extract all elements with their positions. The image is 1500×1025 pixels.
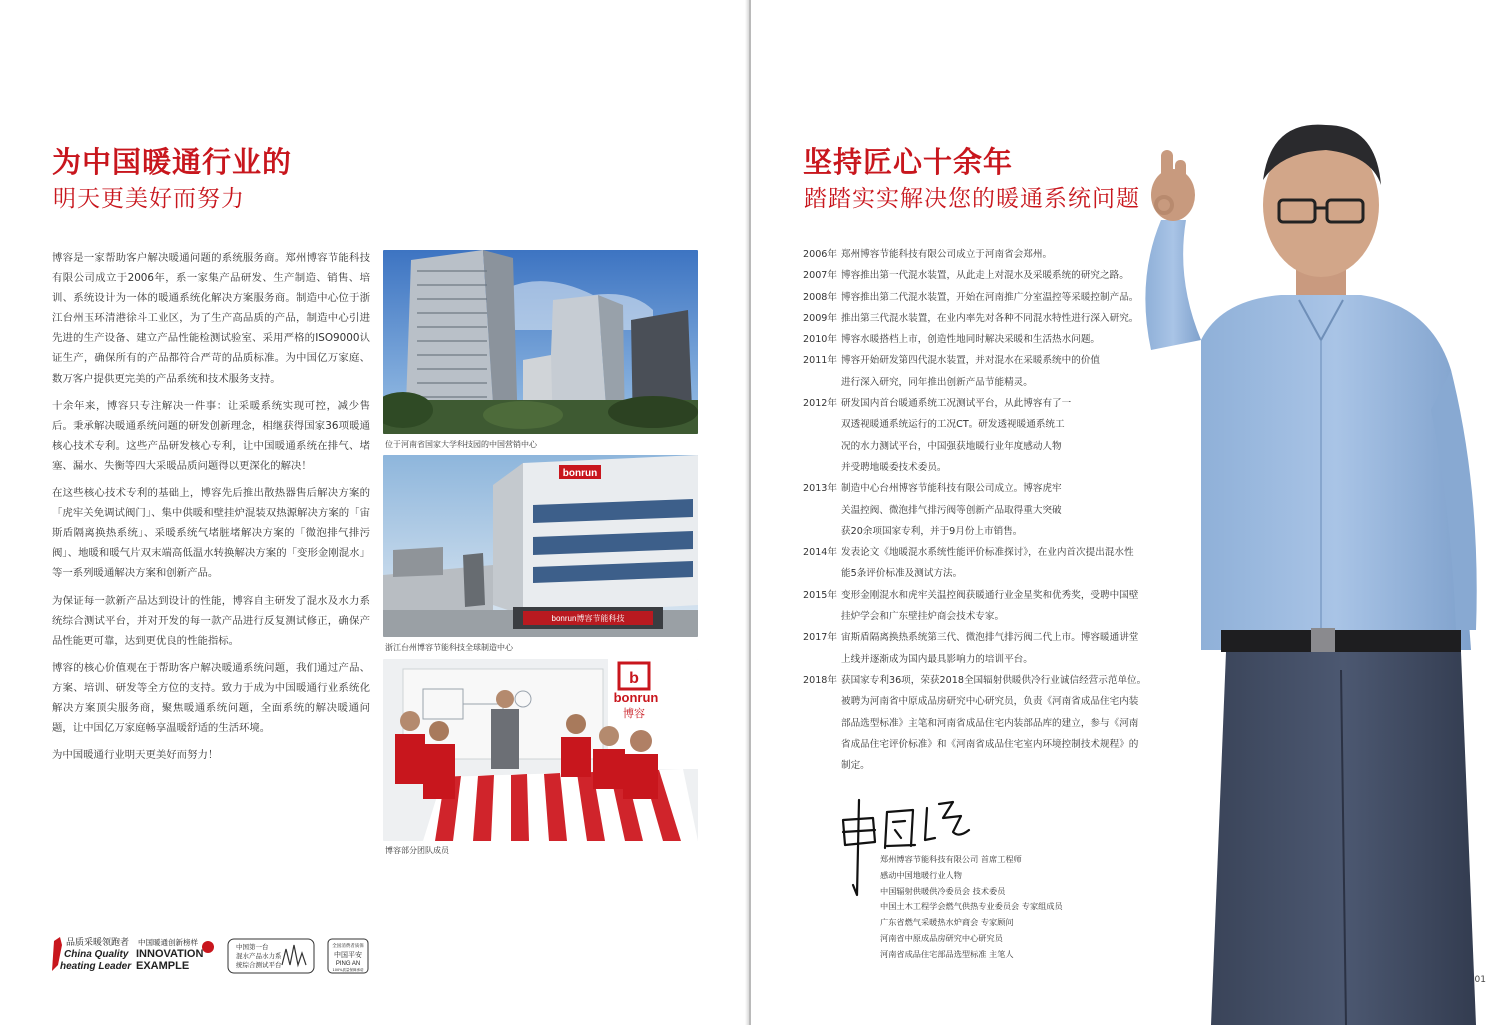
engineer-title: 河南省成品住宅部品选型标准 主笔人 [880,948,1014,959]
timeline-text: 博容开始研发第四代混水装置，并对混水在采暖系统中的价值 [841,355,1101,367]
timeline-year: 2008年 [803,291,838,303]
test-platform-logo [228,939,314,973]
svg-text:中国暖通创新榜样: 中国暖通创新榜样 [138,938,198,947]
timeline-text: 被聘为河南省中原成品房研究中心研究员，负责《河南省成品住宅内装 [841,696,1139,708]
manufacturing-center-image [383,455,698,637]
engineer-title: 河南省中原成品房研究中心研究员 [880,932,1003,943]
timeline-text: 上线并逐渐成为国内最具影响力的培训平台。 [841,653,1033,665]
timeline-text: 关温控阀、微泡排气排污阀等创新产品取得重大突破 [841,504,1062,516]
timeline-entry [803,350,1173,393]
svg-text:EXAMPLE: EXAMPLE [136,960,190,972]
timeline-text: 双透视暖通系统运行的工况CT。研发透视暖通系统工 [841,419,1065,431]
pingan-logo [328,939,368,973]
timeline-entry [803,287,1173,308]
quality-leader-logo [52,936,132,972]
timeline-year: 2014年 [803,547,838,559]
right-heading-line2: 踏踏实实解决您的暖通系统问题 [804,186,1140,212]
bonrun-wall-cn: 博容 [623,707,645,720]
timeline-text: 郑州博容节能科技有限公司成立于河南省会郑州。 [841,249,1053,260]
timeline-year: 2018年 [803,674,838,686]
svg-text:中国平安: 中国平安 [334,951,362,959]
left-page [0,0,749,1025]
timeline-year: 2011年 [803,355,838,367]
right-heading-line1: 坚持匠心十余年 [803,145,1014,179]
timeline-entry [803,265,1173,286]
award-logos [50,935,390,977]
svg-text:INNOVATION: INNOVATION [136,948,204,960]
intro-paragraph: 博容的核心价值观在于帮助客户解决暖通系统问题，我们通过产品、方案、培训、研发等全方位的支持。致力于成为中国暖通行业系统化解决方案顶尖服务商，聚焦暖通系统问题，全面系统的解决暖通问题，让中国亿万家庭畅享温暖舒适的生活环境。 [52,661,370,735]
engineer-title: 广东省燃气采暖热水炉商会 专家顾问 [880,917,1014,928]
timeline-year: 2017年 [803,632,838,644]
svg-text:品质采暖领跑者: 品质采暖领跑者 [66,938,130,948]
right-page [751,0,1500,1025]
engineer-title: 郑州博容节能科技有限公司 首席工程师 [880,854,1022,864]
timeline-entry [803,393,1173,478]
marketing-center-caption: 位于河南省国家大学科技园的中国营销中心 [385,440,537,449]
timeline-entry [803,627,1173,670]
svg-text:中国第一台: 中国第一台 [236,943,269,951]
engineer-title: 中国辐射供暖供冷委员会 技术委员 [880,885,1006,896]
timeline-year: 2013年 [803,483,838,495]
timeline-text: 变形金刚混水和虎牢关温控阀获暖通行业金星奖和优秀奖，受聘中国壁 [841,589,1139,601]
intro-paragraph: 十余年来，博容只专注解决一件事：让采暖系统实现可控，减少售后。秉承解决暖通系统问题的研发创新理念，相继获得国家36项暖通核心技术专利。这些产品研发核心专利，让中国暖通系统在排气、堵塞、漏水、失衡等四大采暖品质问题得以更深化的解决！ [52,399,370,472]
timeline-entry [803,542,1173,585]
intro-paragraph: 为中国暖通行业明天更美好而努力！ [52,749,219,762]
bonrun-logo-letter: b [629,670,639,687]
timeline-text: 研发国内首台暖通系统工况测试平台，从此博容有了一 [841,398,1072,410]
timeline-text: 能5条评价标准及测试方法。 [841,568,963,580]
left-heading-line2: 明天更美好而努力 [53,186,245,212]
svg-text:混水产品水力系: 混水产品水力系 [236,952,282,960]
timeline-text: 进行深入研究，同年推出创新产品节能精灵。 [841,376,1033,388]
engineer-portrait [1131,110,1500,1025]
timeline-text: 博容推出第二代混水装置，开始在河南推广分室温控等采暖控制产品。 [841,291,1139,303]
marketing-center-image [383,250,698,434]
timeline-year: 2007年 [803,270,838,282]
innovation-example-logo [136,937,214,972]
timeline-text: 博容推出第一代混水装置，从此走上对混水及采暖系统的研究之路。 [841,270,1129,282]
timeline-year: 2006年 [803,249,838,260]
team-caption: 博容部分团队成员 [385,846,449,855]
timeline-text: 省成品住宅评价标准》和《河南省成品住宅室内环境控制技术规程》的 [841,738,1139,750]
timeline-entry [803,308,1173,329]
team-image [383,659,698,841]
manufacturing-center-photo [383,455,698,637]
timeline-text: 制造中心台州博容节能科技有限公司成立。博容虎牢 [841,483,1062,495]
timeline-text: 宙斯盾隔离换热系统第三代、微泡排气排污阀二代上市。博容暖通讲堂 [841,632,1139,644]
marketing-center-photo [383,250,698,434]
svg-text:100%质量保障承诺: 100%质量保障承诺 [332,968,364,972]
engineer-title: 中国土木工程学会燃气供热专业委员会 专家组成员 [880,901,1063,912]
bonrun-wall-wordmark: bonrun [613,690,659,705]
timeline-text: 获20余项国家专利，并于9月份上市销售。 [841,525,1023,537]
timeline-entry [803,244,1173,265]
team-photo [383,659,698,841]
timeline-year: 2015年 [803,589,838,601]
engineer-title: 感动中国地暖行业人物 [880,869,962,880]
company-timeline [803,244,1173,776]
bonrun-wall-text: bonrun博容节能科技 [551,614,625,623]
intro-paragraph: 在这些核心技术专利的基础上，博容先后推出散热器售后解决方案的「虎牢关免调试阀门」、集中供暖和壁挂炉混装双热源解决方案的「宙斯盾隔离换热系统」、采暖系统气堵脏堵解决方案的「微泡排气排污阀」、地暖和暖气片双末端高低温水转换解决方案的「变形金刚混水」等一系列暖通解决方案和创新产品。 [52,487,370,580]
timeline-text: 并受聘地暖委技术委员。 [841,461,947,473]
timeline-year: 2012年 [803,398,838,410]
award-logos-image [50,935,390,977]
svg-text:全国消费者质保: 全国消费者质保 [332,944,364,949]
timeline-entry [803,329,1173,350]
page-number: 01 [1474,975,1486,985]
timeline-text: 发表论文《地暖混水系统性能评价标准探讨》，在业内首次提出混水性 [841,547,1134,559]
svg-text:heating Leader: heating Leader [60,961,132,972]
timeline-text: 推出第三代混水装置，在业内率先对各种不同混水特性进行深入研究。 [841,312,1139,324]
timeline-year: 2010年 [803,334,838,346]
timeline-year: 2009年 [803,312,838,324]
manufacturing-center-caption: 浙江台州博容节能科技全球制造中心 [385,643,513,652]
intro-body [52,248,370,772]
timeline-entry [803,585,1173,628]
timeline-text: 博容水暖搭档上市，创造性地同时解决采暖和生活热水问题。 [841,334,1101,346]
svg-text:统综合测试平台: 统综合测试平台 [236,961,282,969]
bonrun-roof-text: bonrun [562,468,598,479]
engineer-portrait-image [1131,110,1500,1025]
intro-paragraph: 为保证每一款新产品达到设计的性能，博容自主研发了混水及水力系统综合测试平台，并对开发的每一款产品进行反复测试修正，确保产品性能更可靠，达到更优良的性能指标。 [52,594,370,647]
timeline-entry [803,478,1173,542]
engineer-titles [880,852,1063,963]
timeline-text: 获国家专利36项，荣获2018全国辐射供暖供冷行业诚信经营示范单位。 [841,674,1147,686]
timeline-text: 部品选型标准》主笔和河南省成品住宅内装部品库的建立，参与《河南 [841,717,1139,729]
svg-text:China Quality: China Quality [64,949,129,960]
svg-text:PING AN: PING AN [335,961,361,967]
left-heading-line1: 为中国暖通行业的 [52,145,293,179]
timeline-text: 况的水力测试平台，中国强获地暖行业年度感动人物 [841,440,1062,452]
timeline-text: 挂炉学会和广东壁挂炉商会技术专家。 [841,611,1005,623]
timeline-entry [803,670,1173,776]
intro-paragraph: 博容是一家帮助客户解决暖通问题的系统服务商。郑州博容节能科技有限公司成立于2006年，系一家集产品研发、生产制造、销售、培训、系统设计为一体的暖通系统化解决方案服务商。制造中心位于浙江台州玉环清港徐斗工业区，为了生产高品质的产品，制造中心引进先进的生产设备、建立产品性能检测试验室、采用严格的ISO9000认证生产，确保所有的产品都符合严苛的品质标准。为中国亿万家庭、数万客户提供更完美的产品系统和技术服务支持。 [52,252,370,385]
timeline-text: 制定。 [841,760,870,772]
